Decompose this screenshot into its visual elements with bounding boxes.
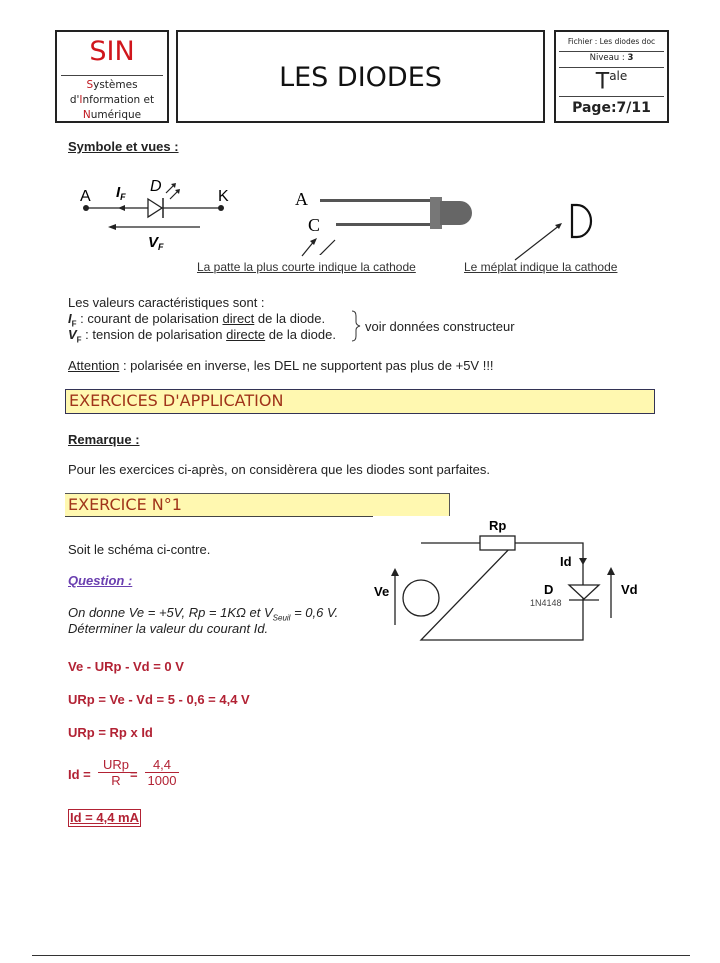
label-IF: $I_F$	[116, 184, 126, 202]
section-title: EXERCICES D'APPLICATION	[65, 389, 655, 414]
question-text: Déterminer la valeur du courant Id.	[68, 621, 269, 636]
level	[556, 53, 667, 63]
label-Ve: Ve	[374, 584, 390, 599]
brace-note: voir données constructeur	[365, 319, 515, 334]
label-D: D	[544, 582, 554, 597]
given-values: On donne Ve = +5V, Rp = 1KΩ et $V_{Seuil} = 0,6$ V.	[68, 605, 339, 623]
exercise-intro: Soit le schéma ci-contre.	[68, 542, 211, 557]
attention-note: Attention : polarisée en inverse, les DEL ne supportent pas plus de +5V !!!	[68, 358, 494, 373]
initial: N	[82, 109, 91, 121]
class-sup: ale	[609, 69, 628, 83]
divider	[61, 75, 163, 76]
led-diode-icon	[148, 199, 162, 217]
label-Id: Id	[560, 554, 572, 569]
denominator: R	[111, 773, 121, 788]
numerator: 4,4	[145, 757, 179, 773]
page-number: Page:7/11	[572, 100, 651, 116]
equation-3: URp = Rp x Id	[68, 725, 153, 740]
page-title: LES DIODES	[279, 62, 442, 93]
equation-4-equals: =	[130, 767, 138, 782]
resistor-icon	[480, 536, 515, 550]
logo-word: ystèmes	[93, 79, 138, 91]
caption-legs: La patte la plus courte indique la cathode	[197, 260, 416, 274]
equation-2: URp = Ve - Vd = 5 - 0,6 = 4,4 V	[68, 692, 250, 707]
file-name: Fichier : Les diodes doc	[567, 37, 656, 46]
footer-line	[32, 955, 690, 956]
result: Id = 4,4 mA	[70, 810, 139, 825]
label-A: A	[80, 188, 91, 205]
divider	[559, 67, 664, 68]
led-photo-diagram	[290, 185, 490, 255]
denominator: 1000	[147, 773, 177, 788]
circuit-diagram	[360, 510, 660, 660]
vf-definition: $V_F$ : tension de polarisation directe de la diode.	[68, 327, 336, 345]
fraction-1	[98, 757, 134, 788]
label-D: D	[150, 178, 162, 195]
initial: I	[79, 94, 83, 106]
class-base: T	[595, 69, 610, 95]
led-flat-view-diagram	[500, 195, 600, 265]
divider	[65, 516, 373, 517]
exercise-title: EXERCICE N°1	[65, 493, 450, 516]
initial: S	[86, 79, 94, 91]
equation-4-lhs: Id =	[68, 767, 91, 782]
diode-icon	[569, 585, 599, 599]
brace-icon	[350, 310, 362, 342]
caption-flat: Le méplat indique la cathode	[464, 260, 618, 274]
logo-word: d'	[69, 94, 80, 106]
label-C: C	[308, 215, 321, 235]
remarque-label: Remarque :	[68, 432, 140, 447]
logo-word: nformation et	[82, 94, 155, 106]
label-Rp: Rp	[489, 518, 507, 533]
voltage-source-icon	[403, 580, 439, 616]
logo: SIN	[89, 36, 135, 67]
fraction-2	[145, 757, 179, 788]
title-box	[176, 30, 545, 123]
divider	[559, 51, 664, 52]
symbol-heading: Symbole et vues :	[68, 139, 179, 154]
level-value: 3	[627, 53, 634, 63]
equation-1: Ve - URp - Vd = 0 V	[68, 659, 184, 674]
logo-box	[55, 30, 169, 123]
label-A: A	[295, 189, 308, 209]
divider	[559, 96, 664, 97]
if-definition: $I_F$ : courant de polarisation direct de la diode.	[68, 311, 326, 329]
level-label: Niveau :	[589, 53, 628, 63]
current-arrow-icon	[118, 205, 125, 211]
class-level	[556, 69, 667, 94]
label-VF: $V_F$	[148, 234, 164, 250]
flat-side-icon	[572, 205, 591, 237]
characteristics-intro: Les valeurs caractéristiques sont :	[68, 295, 265, 310]
part-number: 1N4148	[530, 598, 562, 608]
label-K: K	[218, 188, 229, 205]
logo-word: umérique	[90, 109, 142, 121]
info-box	[554, 30, 669, 123]
label-Vd: Vd	[621, 582, 638, 597]
question-label: Question :	[68, 573, 133, 588]
remarque-text: Pour les exercices ci-après, on considèrera que les diodes sont parfaites.	[68, 462, 490, 477]
logo-subtitle	[57, 78, 167, 123]
numerator: URp	[98, 757, 134, 773]
diode-symbol-diagram	[70, 175, 240, 250]
